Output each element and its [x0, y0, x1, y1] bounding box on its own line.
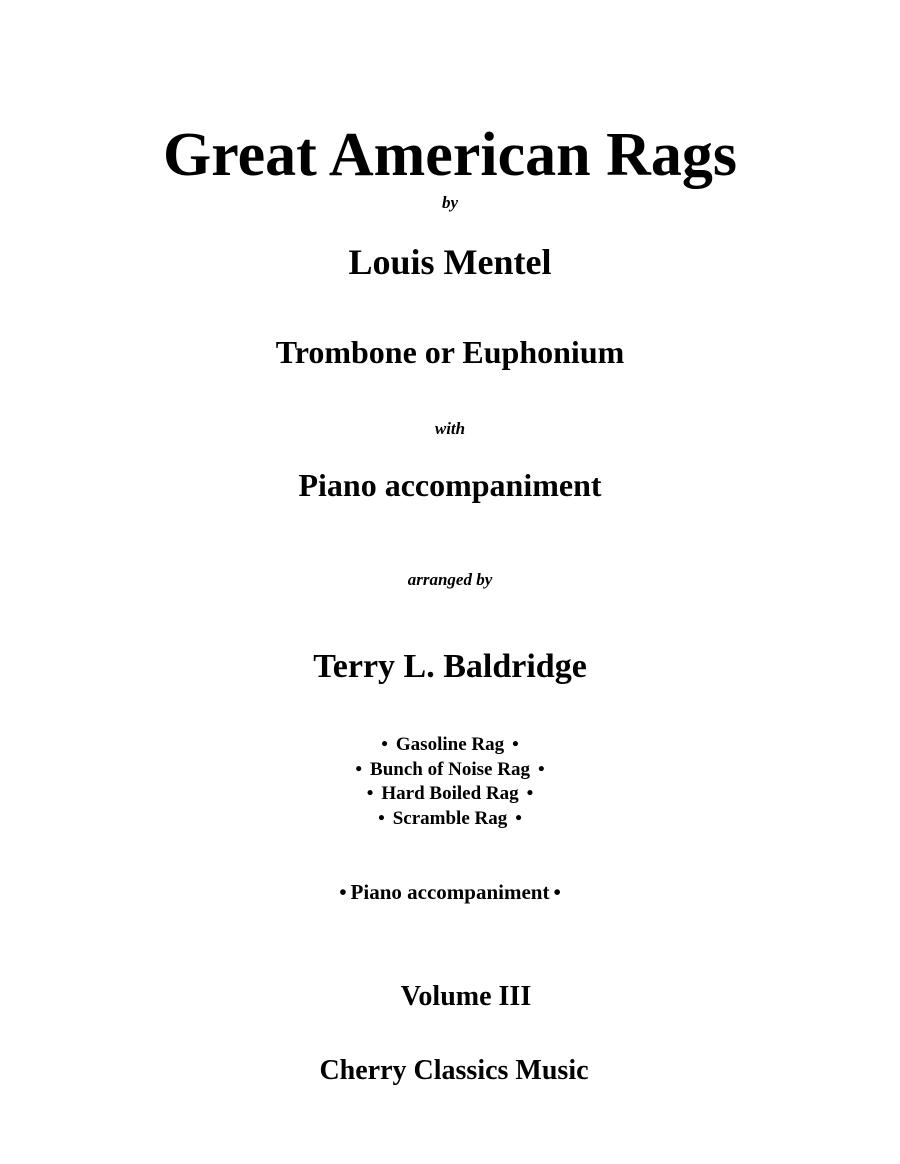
publisher-name: Cherry Classics Music — [319, 1055, 589, 1086]
accompaniment-label: Piano accompaniment — [298, 467, 602, 503]
arranger-name: Terry L. Baldridge — [313, 648, 587, 685]
rag-list — [0, 733, 900, 831]
list-item — [0, 782, 900, 807]
list-item — [0, 758, 900, 783]
piano-accompaniment-item — [0, 882, 900, 903]
by-label: by — [441, 193, 459, 212]
bullet-icon: • — [381, 734, 388, 755]
bullet-icon: • — [339, 880, 347, 904]
piano-accompaniment-label: Piano accompaniment — [350, 880, 550, 904]
instrument-label: Trombone or Euphonium — [275, 334, 625, 370]
composer-name: Louis Mentel — [348, 242, 552, 282]
page-title: Great American Rags — [163, 121, 737, 189]
bullet-icon: • — [526, 783, 534, 804]
rag-title: Gasoline Rag — [395, 734, 505, 755]
volume-label: Volume III — [400, 981, 532, 1012]
with-label: with — [434, 419, 466, 438]
bullet-icon: • — [355, 758, 363, 780]
rag-title: Bunch of Noise Rag — [370, 758, 530, 780]
list-item — [0, 733, 900, 758]
list-item — [0, 807, 900, 832]
arranged-by-label: arranged by — [407, 570, 493, 589]
bullet-icon: • — [512, 734, 519, 755]
bullet-icon: • — [553, 880, 561, 904]
bullet-icon: • — [515, 807, 522, 829]
rag-title: Hard Boiled Rag — [381, 783, 519, 804]
bullet-icon: • — [537, 758, 545, 780]
bullet-icon: • — [366, 783, 374, 804]
bullet-icon: • — [378, 807, 385, 829]
rag-title: Scramble Rag — [392, 807, 508, 829]
